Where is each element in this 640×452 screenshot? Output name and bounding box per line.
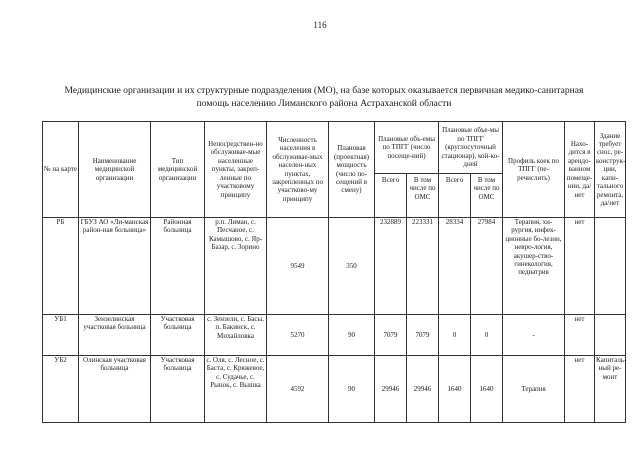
cell-beddays-oms: 0 bbox=[471, 315, 503, 356]
page-number: 116 bbox=[313, 20, 327, 30]
cell-beddays-total: 1640 bbox=[439, 356, 471, 423]
cell-settlements: с. Зензели, с. Басы, п. Бакинск, с. Михайловка bbox=[205, 315, 267, 356]
header-repair: Здание требует снос, ре-конструк-ции, капи-тального ремонта, да/нет bbox=[595, 122, 626, 218]
cell-settlements: р.п. Лиман, с. Песчаное, с. Камышово, с. Яр-Базар, с. Зорино bbox=[205, 218, 267, 315]
cell-rented: нет bbox=[565, 356, 595, 423]
cell-org-type: Участковая больница bbox=[151, 315, 205, 356]
header-org-name: Наименование медицинской организации bbox=[79, 122, 151, 218]
table-row bbox=[43, 356, 626, 423]
table-row bbox=[43, 315, 626, 356]
cell-map-number: РБ bbox=[43, 218, 79, 315]
cell-visits-oms: 7079 bbox=[407, 315, 439, 356]
header-beddays-total: Всего bbox=[439, 174, 471, 218]
header-rented: Нахо-дится в арендо-ванном помеще-нии, да/нет bbox=[565, 122, 595, 218]
header-visits: Плановые объ-емы по ТПГГ (число посеще-ний) bbox=[375, 122, 439, 174]
cell-visits-oms: 29946 bbox=[407, 356, 439, 423]
cell-org-type: Участковая больница bbox=[151, 356, 205, 423]
header-bed-days: Плановые объе-мы по ТПГГ (круглосуточный стационар), кой-ко-дней bbox=[439, 122, 503, 174]
cell-visits-oms: 223331 bbox=[407, 218, 439, 315]
cell-population: 4592 bbox=[267, 356, 329, 423]
cell-rented: нет bbox=[565, 315, 595, 356]
cell-beddays-oms: 27984 bbox=[471, 218, 503, 315]
medical-organizations-table bbox=[42, 121, 626, 423]
cell-capacity: 90 bbox=[329, 315, 375, 356]
header-population: Численность населения в обслуживае-мых населен-ных пунктах, закрепленных по участково-му принципу bbox=[267, 122, 329, 218]
cell-bed-profile: Терапия, хи-рургия, инфек-ционные бо-лезни, невро-логия, акушер-ство-гинекология, педиатрия bbox=[503, 218, 565, 315]
cell-map-number: УБ1 bbox=[43, 315, 79, 356]
header-map-number: № на карте bbox=[43, 122, 79, 218]
cell-beddays-oms: 1640 bbox=[471, 356, 503, 423]
cell-visits-total: 7079 bbox=[375, 315, 407, 356]
table-row bbox=[43, 218, 626, 315]
cell-beddays-total: 0 bbox=[439, 315, 471, 356]
cell-org-name: ГБУЗ АО «Ли-манская район-ная больница» bbox=[79, 218, 151, 315]
cell-population: 5270 bbox=[267, 315, 329, 356]
cell-repair: Капиталь-ный ре-монт bbox=[595, 356, 626, 423]
header-settlements: Непосредствен-но обслуживае-мые населенные пункты, закреп-ленные по участковому принципу bbox=[205, 122, 267, 218]
cell-repair bbox=[595, 315, 626, 356]
cell-repair bbox=[595, 218, 626, 315]
cell-population: 9549 bbox=[267, 218, 329, 315]
cell-org-name: Зензелинская участковая больница bbox=[79, 315, 151, 356]
header-beddays-oms: В том числе по ОМС bbox=[471, 174, 503, 218]
cell-capacity: 350 bbox=[329, 218, 375, 315]
header-row bbox=[43, 122, 626, 174]
cell-settlements: с. Оля, с. Лесное, с. Баста, с. Кряжевое, с. Судачье, с. Рынок, с. Вышка bbox=[205, 356, 267, 423]
cell-org-type: Районная больница bbox=[151, 218, 205, 315]
document-title: Медицинские организации и их структурные подразделения (МО), на базе которых оказывается первичная медико-санитарная помощь населению Лиманского района Астраханской области bbox=[64, 85, 584, 109]
cell-rented: нет bbox=[565, 218, 595, 315]
cell-map-number: УБ2 bbox=[43, 356, 79, 423]
cell-capacity: 90 bbox=[329, 356, 375, 423]
cell-visits-total: 232889 bbox=[375, 218, 407, 315]
header-visits-oms: В том числе по ОМС bbox=[407, 174, 439, 218]
cell-bed-profile: - bbox=[503, 315, 565, 356]
cell-beddays-total: 28334 bbox=[439, 218, 471, 315]
cell-org-name: Олинская участковая больница bbox=[79, 356, 151, 423]
header-capacity: Плановая (проектная) мощность (число по-сещений в смену) bbox=[329, 122, 375, 218]
header-bed-profile: Профиль коек по ТПГГ (пе-речислить) bbox=[503, 122, 565, 218]
header-visits-total: Всего bbox=[375, 174, 407, 218]
header-org-type: Тип медицинской организации bbox=[151, 122, 205, 218]
cell-bed-profile: Терапия bbox=[503, 356, 565, 423]
cell-visits-total: 29946 bbox=[375, 356, 407, 423]
